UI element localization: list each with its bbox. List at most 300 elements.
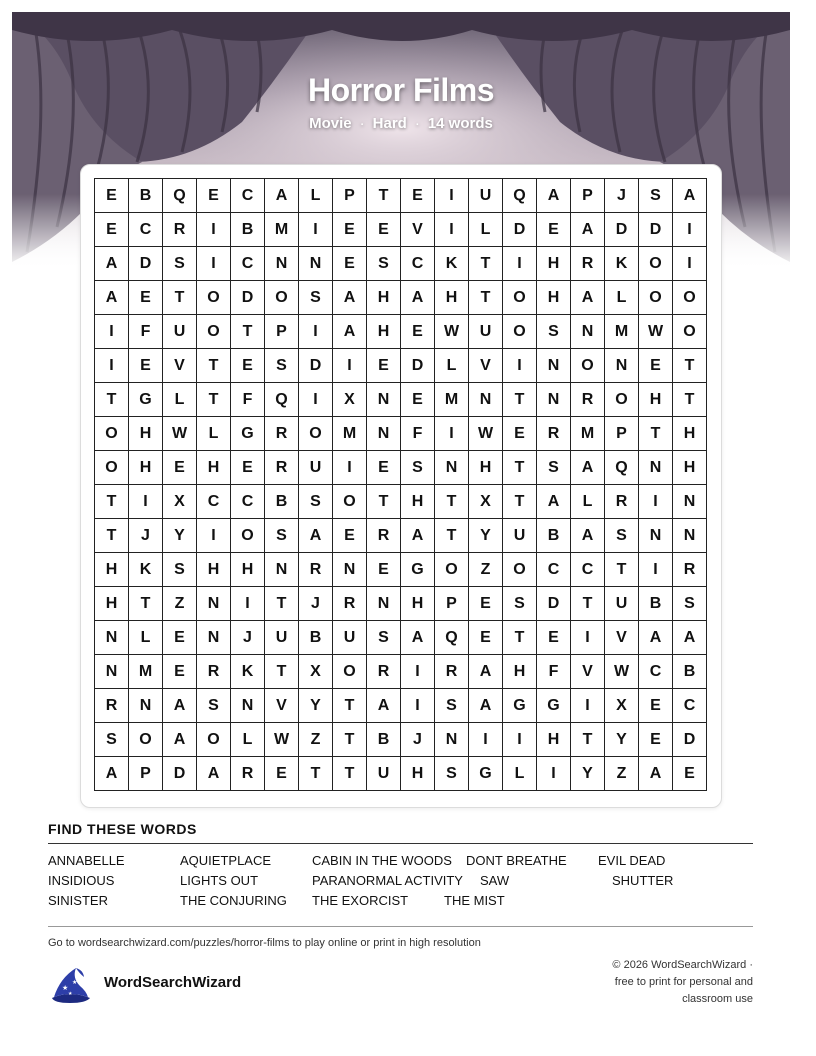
svg-text:★: ★ [62, 984, 69, 992]
grid-cell: Q [265, 383, 299, 417]
grid-cell: I [673, 247, 707, 281]
word-list-item: THE CONJURING [180, 893, 287, 908]
grid-cell: A [639, 621, 673, 655]
grid-cell: R [299, 553, 333, 587]
grid-cell: S [265, 349, 299, 383]
grid-cell: E [197, 179, 231, 213]
word-list-item: SHUTTER [612, 873, 674, 888]
grid-cell: Z [163, 587, 197, 621]
grid-cell: I [639, 485, 673, 519]
grid-cell: I [435, 213, 469, 247]
grid-cell: T [673, 383, 707, 417]
grid-cell: E [673, 757, 707, 791]
grid-cell: E [163, 621, 197, 655]
grid-cell: T [435, 519, 469, 553]
grid-cell: K [231, 655, 265, 689]
grid-cell: V [265, 689, 299, 723]
grid-cell: I [401, 689, 435, 723]
grid-cell: R [197, 655, 231, 689]
grid-cell: A [163, 689, 197, 723]
grid-cell: O [503, 315, 537, 349]
grid-cell: S [367, 247, 401, 281]
grid-cell: S [503, 587, 537, 621]
grid-cell: O [333, 655, 367, 689]
grid-cell: T [163, 281, 197, 315]
grid-cell: Y [571, 757, 605, 791]
grid-cell: F [231, 383, 265, 417]
grid-cell: N [435, 451, 469, 485]
grid-cell: T [95, 519, 129, 553]
grid-cell: R [537, 417, 571, 451]
grid-cell: H [231, 553, 265, 587]
grid-cell: R [163, 213, 197, 247]
grid-cell: C [673, 689, 707, 723]
grid-cell: V [401, 213, 435, 247]
grid-cell: I [435, 179, 469, 213]
grid-cell: S [265, 519, 299, 553]
grid-cell: T [265, 587, 299, 621]
grid-cell: I [197, 519, 231, 553]
grid-cell: S [367, 621, 401, 655]
grid-cell: S [299, 485, 333, 519]
grid-cell: X [333, 383, 367, 417]
word-list-item: AQUIETPLACE [180, 853, 272, 868]
grid-cell: T [333, 723, 367, 757]
grid-cell: C [401, 247, 435, 281]
grid-cell: H [367, 281, 401, 315]
grid-cell: A [571, 451, 605, 485]
grid-cell: A [401, 281, 435, 315]
word-list-item: SINISTER [48, 893, 108, 908]
grid-cell: N [299, 247, 333, 281]
grid-cell: N [95, 655, 129, 689]
grid-cell: O [95, 417, 129, 451]
grid-cell: A [163, 723, 197, 757]
grid-cell: T [605, 553, 639, 587]
grid-cell: I [503, 349, 537, 383]
grid-cell: Q [435, 621, 469, 655]
grid-cell: T [95, 383, 129, 417]
grid-cell: E [639, 349, 673, 383]
grid-cell: T [367, 179, 401, 213]
grid-cell: A [299, 519, 333, 553]
grid-cell: Q [605, 451, 639, 485]
grid-cell: U [299, 451, 333, 485]
grid-cell: R [367, 519, 401, 553]
grid-cell: H [469, 451, 503, 485]
grid-cell: F [401, 417, 435, 451]
grid-cell: I [299, 383, 333, 417]
grid-cell: Z [605, 757, 639, 791]
grid-cell: I [231, 587, 265, 621]
grid-cell: S [435, 689, 469, 723]
brand-name: WordSearchWizard [104, 974, 242, 991]
grid-cell: R [265, 451, 299, 485]
grid-cell: E [401, 315, 435, 349]
grid-cell: L [129, 621, 163, 655]
grid-cell: W [435, 315, 469, 349]
grid-cell: I [401, 655, 435, 689]
grid-cell: M [265, 213, 299, 247]
grid-cell: J [401, 723, 435, 757]
grid-cell: E [639, 723, 673, 757]
grid-cell: T [367, 485, 401, 519]
grid-cell: A [367, 689, 401, 723]
word-list-item: PARANORMAL ACTIVITY [312, 873, 463, 888]
grid-cell: S [299, 281, 333, 315]
grid-cell: H [673, 417, 707, 451]
grid-cell: E [163, 451, 197, 485]
grid-cell: T [673, 349, 707, 383]
puzzle-meta [12, 115, 790, 132]
grid-cell: H [435, 281, 469, 315]
grid-cell: M [333, 417, 367, 451]
grid-cell: A [95, 281, 129, 315]
grid-cell: I [333, 349, 367, 383]
grid-cell: E [469, 621, 503, 655]
grid-cell: W [163, 417, 197, 451]
grid-cell: H [367, 315, 401, 349]
grid-cell: O [129, 723, 163, 757]
grid-cell: I [435, 417, 469, 451]
grid-cell: T [503, 383, 537, 417]
grid-cell: W [605, 655, 639, 689]
grid-cell: O [197, 315, 231, 349]
grid-cell: T [639, 417, 673, 451]
grid-cell: O [639, 281, 673, 315]
word-list-item: LIGHTS OUT [180, 873, 259, 888]
grid-cell: P [265, 315, 299, 349]
grid-cell: W [265, 723, 299, 757]
grid-cell: A [571, 519, 605, 553]
grid-cell: I [95, 315, 129, 349]
grid-cell: N [95, 621, 129, 655]
grid-cell: K [129, 553, 163, 587]
grid-cell: T [571, 587, 605, 621]
grid-cell: R [435, 655, 469, 689]
grid-cell: E [503, 417, 537, 451]
grid-cell: T [299, 757, 333, 791]
grid-cell: I [197, 247, 231, 281]
grid-cell: N [367, 383, 401, 417]
grid-cell: B [639, 587, 673, 621]
word-list-item: DONT BREATHE [466, 853, 567, 868]
grid-cell: E [129, 349, 163, 383]
grid-cell: C [231, 247, 265, 281]
grid-cell: N [129, 689, 163, 723]
grid-cell: E [129, 281, 163, 315]
grid-cell: H [197, 553, 231, 587]
grid-cell: Y [299, 689, 333, 723]
divider [48, 926, 753, 927]
grid-cell: H [537, 723, 571, 757]
grid-cell: Z [299, 723, 333, 757]
grid-cell: U [605, 587, 639, 621]
grid-cell: O [299, 417, 333, 451]
grid-cell: X [299, 655, 333, 689]
grid-cell: N [673, 485, 707, 519]
grid-cell: A [537, 179, 571, 213]
grid-cell: H [503, 655, 537, 689]
grid-cell: T [503, 621, 537, 655]
grid-cell: W [639, 315, 673, 349]
grid-cell: I [503, 247, 537, 281]
grid-cell: B [673, 655, 707, 689]
copyright-notice [563, 957, 753, 1008]
grid-cell: U [367, 757, 401, 791]
grid-cell: A [537, 485, 571, 519]
grid-cell: H [401, 485, 435, 519]
footer-url-note: Go to wordsearchwizard.com/puzzles/horror-films to play online or print in high resolution [48, 937, 481, 949]
grid-cell: A [95, 247, 129, 281]
grid-cell: E [537, 213, 571, 247]
grid-cell: T [95, 485, 129, 519]
grid-cell: U [333, 621, 367, 655]
grid-cell: N [639, 519, 673, 553]
grid-cell: G [537, 689, 571, 723]
grid-cell: P [129, 757, 163, 791]
grid-cell: I [673, 213, 707, 247]
grid-cell: U [503, 519, 537, 553]
grid-cell: N [435, 723, 469, 757]
grid-cell: L [299, 179, 333, 213]
grid-cell: V [163, 349, 197, 383]
copyright-line: classroom use [682, 993, 753, 1005]
grid-cell: L [231, 723, 265, 757]
meta-separator: · [359, 115, 365, 132]
grid-cell: A [95, 757, 129, 791]
grid-cell: E [367, 553, 401, 587]
grid-cell: Y [469, 519, 503, 553]
grid-cell: N [231, 689, 265, 723]
grid-cell: Q [503, 179, 537, 213]
grid-cell: N [673, 519, 707, 553]
grid-cell: S [435, 757, 469, 791]
meta-separator: · [414, 115, 420, 132]
grid-cell: O [435, 553, 469, 587]
grid-cell: N [197, 587, 231, 621]
grid-cell: J [605, 179, 639, 213]
word-count-label: 14 words [427, 115, 493, 132]
grid-cell: N [197, 621, 231, 655]
grid-cell: O [503, 553, 537, 587]
grid-cell: L [163, 383, 197, 417]
grid-cell: I [299, 213, 333, 247]
grid-cell: O [673, 281, 707, 315]
grid-cell: P [605, 417, 639, 451]
grid-cell: E [367, 349, 401, 383]
grid-cell: T [503, 451, 537, 485]
grid-cell: U [265, 621, 299, 655]
grid-cell: R [605, 485, 639, 519]
grid-cell: D [639, 213, 673, 247]
grid-cell: J [231, 621, 265, 655]
grid-cell: E [401, 179, 435, 213]
grid-cell: R [571, 247, 605, 281]
grid-cell: R [95, 689, 129, 723]
grid-cell: N [571, 315, 605, 349]
grid-cell: C [231, 485, 265, 519]
grid-cell: A [333, 281, 367, 315]
wizard-hat-icon [46, 964, 94, 1004]
grid-cell: J [129, 519, 163, 553]
grid-cell: N [605, 349, 639, 383]
grid-cell: S [163, 247, 197, 281]
grid-cell: X [469, 485, 503, 519]
grid-cell: T [469, 281, 503, 315]
grid-cell: Z [469, 553, 503, 587]
grid-cell: N [333, 553, 367, 587]
grid-cell: T [333, 689, 367, 723]
grid-cell: E [333, 519, 367, 553]
grid-cell: E [333, 247, 367, 281]
grid-cell: K [605, 247, 639, 281]
grid-cell: C [197, 485, 231, 519]
grid-cell: D [231, 281, 265, 315]
word-list-item: EVIL DEAD [598, 853, 666, 868]
grid-cell: T [469, 247, 503, 281]
grid-cell: O [571, 349, 605, 383]
grid-cell: H [401, 587, 435, 621]
grid-cell: O [95, 451, 129, 485]
grid-cell: H [129, 451, 163, 485]
word-list-item: THE MIST [444, 893, 505, 908]
grid-cell: O [333, 485, 367, 519]
svg-text:★: ★ [72, 979, 78, 986]
word-list-heading: FIND THESE WORDS [48, 821, 197, 837]
grid-cell: C [537, 553, 571, 587]
grid-cell: N [469, 383, 503, 417]
grid-cell: M [129, 655, 163, 689]
grid-cell: S [95, 723, 129, 757]
grid-cell: A [639, 757, 673, 791]
grid-cell: H [639, 383, 673, 417]
grid-cell: I [639, 553, 673, 587]
grid-cell: U [163, 315, 197, 349]
grid-cell: D [163, 757, 197, 791]
grid-cell: S [673, 587, 707, 621]
grid-cell: P [333, 179, 367, 213]
grid-cell: G [401, 553, 435, 587]
grid-cell: L [503, 757, 537, 791]
grid-cell: H [95, 553, 129, 587]
grid-cell: O [503, 281, 537, 315]
grid-cell: M [435, 383, 469, 417]
grid-cell: L [571, 485, 605, 519]
word-list-item: THE EXORCIST [312, 893, 409, 908]
grid-cell: E [163, 655, 197, 689]
grid-cell: A [571, 213, 605, 247]
copyright-line: free to print for personal and [614, 976, 753, 988]
grid-cell: R [367, 655, 401, 689]
grid-cell: D [673, 723, 707, 757]
grid-cell: O [605, 383, 639, 417]
grid-cell: L [605, 281, 639, 315]
grid-cell: V [469, 349, 503, 383]
grid-cell: A [571, 281, 605, 315]
grid-cell: V [605, 621, 639, 655]
grid-cell: G [469, 757, 503, 791]
grid-cell: E [231, 349, 265, 383]
grid-cell: A [673, 621, 707, 655]
word-list-item: SAW [480, 873, 510, 888]
grid-cell: N [265, 553, 299, 587]
grid-cell: D [129, 247, 163, 281]
grid-cell: C [129, 213, 163, 247]
word-list-item: INSIDIOUS [48, 873, 115, 888]
grid-cell: E [537, 621, 571, 655]
grid-cell: R [571, 383, 605, 417]
grid-cell: A [401, 621, 435, 655]
grid-cell: H [129, 417, 163, 451]
grid-cell: J [299, 587, 333, 621]
grid-cell: I [333, 451, 367, 485]
grid-cell: O [265, 281, 299, 315]
grid-cell: D [605, 213, 639, 247]
grid-cell: K [435, 247, 469, 281]
grid-cell: B [537, 519, 571, 553]
grid-cell: O [197, 281, 231, 315]
category-label: Movie [309, 115, 352, 132]
grid-cell: X [163, 485, 197, 519]
grid-cell: F [129, 315, 163, 349]
grid-cell: U [469, 179, 503, 213]
puzzle-title: Horror Films [307, 72, 495, 108]
grid-cell: G [231, 417, 265, 451]
grid-cell: C [231, 179, 265, 213]
grid-cell: T [435, 485, 469, 519]
grid-cell: I [469, 723, 503, 757]
grid-cell: T [265, 655, 299, 689]
divider [48, 843, 753, 844]
grid-cell: A [401, 519, 435, 553]
grid-cell: L [469, 213, 503, 247]
grid-cell: S [639, 179, 673, 213]
grid-cell: R [265, 417, 299, 451]
grid-cell: Y [163, 519, 197, 553]
grid-cell: I [197, 213, 231, 247]
grid-cell: E [469, 587, 503, 621]
grid-cell: S [401, 451, 435, 485]
grid-cell: T [571, 723, 605, 757]
grid-cell: R [231, 757, 265, 791]
grid-cell: M [571, 417, 605, 451]
grid-cell: N [639, 451, 673, 485]
grid-cell: D [503, 213, 537, 247]
grid-cell: S [197, 689, 231, 723]
grid-cell: I [129, 485, 163, 519]
grid-cell: A [333, 315, 367, 349]
grid-cell: B [367, 723, 401, 757]
grid-cell: U [469, 315, 503, 349]
grid-cell: H [537, 281, 571, 315]
grid-cell: T [231, 315, 265, 349]
svg-text:★: ★ [68, 991, 73, 997]
grid-cell: B [231, 213, 265, 247]
grid-cell: N [537, 383, 571, 417]
grid-cell: W [469, 417, 503, 451]
grid-cell: A [197, 757, 231, 791]
grid-cell: C [639, 655, 673, 689]
grid-cell: V [571, 655, 605, 689]
grid-cell: T [197, 383, 231, 417]
grid-cell: G [503, 689, 537, 723]
grid-cell: O [673, 315, 707, 349]
grid-cell: O [197, 723, 231, 757]
grid-cell: P [571, 179, 605, 213]
grid-cell: H [197, 451, 231, 485]
grid-cell: E [367, 451, 401, 485]
